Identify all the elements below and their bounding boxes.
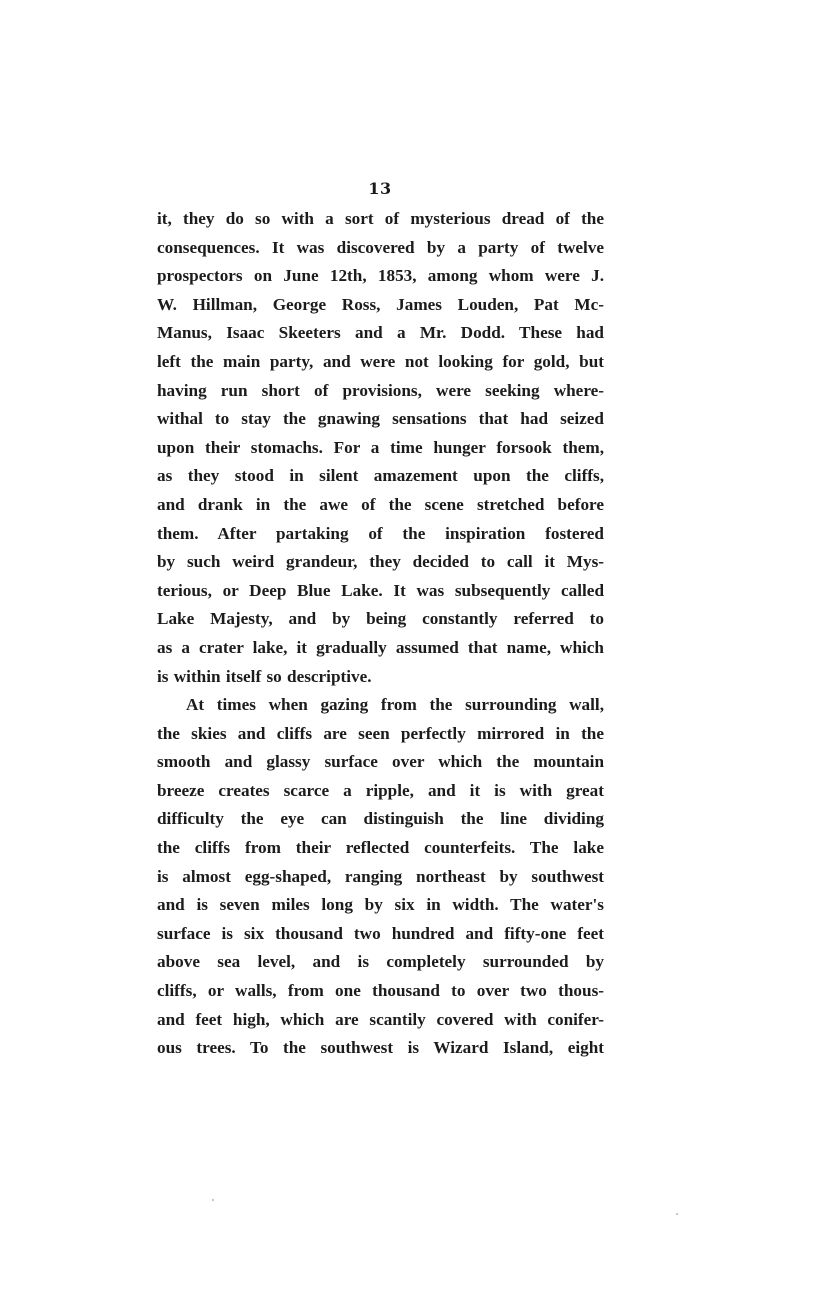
page-number: 13: [368, 179, 392, 198]
text-line: difficulty the eye can distinguish the line dividing: [157, 809, 604, 829]
text-line: and drank in the awe of the scene stretched before: [157, 494, 604, 514]
text-line: prospectors on June 12th, 1853, among whom were J.: [157, 266, 604, 286]
text-line: the cliffs from their reflected counterfeits. The lake: [157, 838, 604, 858]
scan-speck: [676, 1213, 678, 1215]
text-line: ous trees. To the southwest is Wizard Island, eight: [157, 1038, 604, 1058]
scan-speck: [212, 1199, 214, 1201]
text-line: cliffs, or walls, from one thousand to over two thous-: [157, 981, 604, 1001]
text-line: them. After partaking of the inspiration fostered: [157, 523, 604, 543]
text-line: left the main party, and were not looking for gold, but: [157, 351, 604, 371]
paragraph-2: [157, 691, 604, 1063]
text-line: Lake Majesty, and by being constantly referred to: [157, 609, 604, 629]
text-line: smooth and glassy surface over which the mountain: [157, 752, 604, 772]
text-line: consequences. It was discovered by a party of twelve: [157, 237, 604, 257]
text-line: and feet high, which are scantily covered with conifer-: [157, 1009, 604, 1029]
text-line: by such weird grandeur, they decided to call it Mys-: [157, 552, 604, 572]
text-line: breeze creates scarce a ripple, and it is with great: [157, 780, 604, 800]
paragraph-1: [157, 205, 604, 691]
text-line: and is seven miles long by six in width. The water's: [157, 895, 604, 915]
text-line: as they stood in silent amazement upon the cliffs,: [157, 466, 604, 486]
text-line: is almost egg-shaped, ranging northeast by southwest: [157, 866, 604, 886]
text-line: terious, or Deep Blue Lake. It was subsequently called: [157, 580, 604, 600]
text-line: At times when gazing from the surrounding wall,: [186, 695, 604, 715]
text-line: it, they do so with a sort of mysterious dread of the: [157, 209, 604, 228]
text-line: the skies and cliffs are seen perfectly mirrored in the: [157, 723, 604, 743]
text-line: upon their stomachs. For a time hunger forsook them,: [157, 437, 604, 457]
text-line: is within itself so descriptive.: [157, 666, 372, 686]
body-text: [157, 205, 604, 1063]
text-line: as a crater lake, it gradually assumed that name, which: [157, 637, 604, 657]
text-line: above sea level, and is completely surrounded by: [157, 952, 604, 972]
text-line: W. Hillman, George Ross, James Louden, Pat Mc-: [157, 294, 604, 314]
text-line: withal to stay the gnawing sensations that had seized: [157, 409, 604, 429]
text-line: having run short of provisions, were seeking where-: [157, 380, 604, 400]
text-line: Manus, Isaac Skeeters and a Mr. Dodd. These had: [157, 323, 604, 343]
text-line: surface is six thousand two hundred and fifty-one feet: [157, 923, 604, 943]
